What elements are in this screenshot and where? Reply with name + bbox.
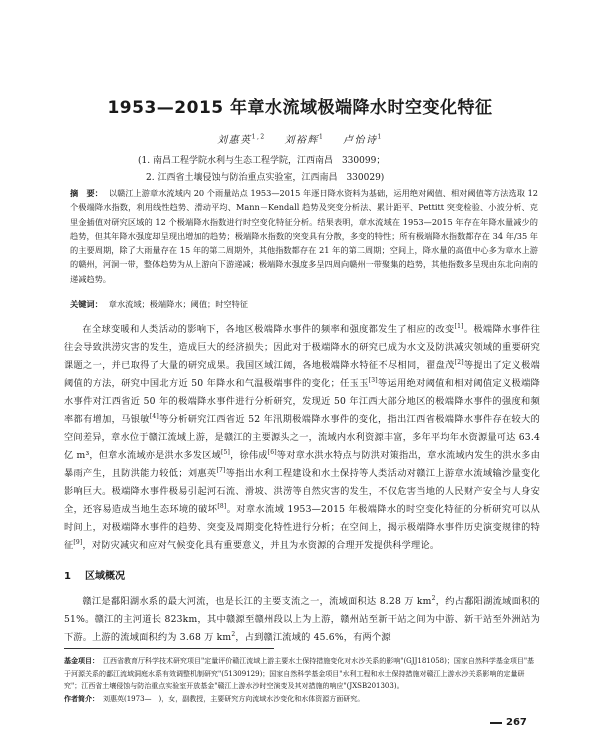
footnotes (64, 655, 540, 705)
citation: [7] (216, 466, 226, 474)
author-affil-mark: 1 (377, 133, 383, 141)
author-affil-mark: 1 (318, 133, 325, 141)
citation: [3] (368, 376, 378, 384)
page-marker-arrow-icon (490, 722, 502, 729)
fund-footnote (64, 655, 540, 693)
section-title: 区域概况 (84, 571, 125, 582)
citation: [9] (73, 538, 83, 546)
section-number: 1 (64, 571, 71, 582)
intro-text: 等指出水利工程建设和水土保持等人类活动对赣江上游章水流域输沙量变化影响巨大。极端降水事件极易引起河石流、滑坡、洪涝等自然灾害的发生，不仅危害当地的人民财产安全与人身安全，还容易造成当地生态环境的破坏 (64, 468, 540, 515)
intro-text: ，对防灾减灾和应对气候变化具有重要意义，并且为水资源的合理开发提供科学理论。 (82, 540, 440, 551)
region-text: 赣江是鄱阳湖水系的最大河流，也是长江的主要支流之一，流域面积达 8.28 万 km (82, 596, 432, 607)
section-heading (64, 567, 139, 582)
affiliation-line: (1. 南昌工程学院水利与生态工程学院，江西南昌 330099； (138, 156, 386, 166)
citation: [4] (149, 412, 159, 420)
intro-text: ，徐伟成 (230, 450, 268, 461)
affiliations (138, 153, 518, 187)
intro-paragraph (64, 321, 540, 555)
intro-text: 等提出了定义极端阈值的方法，研究中国北方近 50 年降水和气温极端事件的变化；任玉玉 (64, 360, 540, 389)
region-paragraph (64, 593, 540, 647)
intro-text: 等运用绝对阈值和相对阈值定义极端降水事件对江西省近 50 年的极端降水事件进行分析研究，发现近 50 年江西大部分地区的极端降水事件的强度和频率都有增加，马银敏 (64, 378, 540, 425)
author-list (0, 131, 600, 146)
author-footnote (64, 693, 540, 706)
unit-exponent: 2 (231, 630, 236, 638)
author-affil-mark: 1,2 (251, 133, 266, 141)
citation: [1] (454, 322, 464, 330)
affiliation-line: 2. 江西省土壤侵蚀与防治重点实验室，江西南昌 330029) (146, 173, 385, 183)
fund-text: 江西省教育厅科学技术研究项目"定量评价赣江流域上游主要水土保持措施变化对水沙关系的影响"(GJJ181058)；国家自然科学基金项目"基于河源关系的鄱江流域洞庭水系有效调整机制研究"(51309129)；国家自然科学基金项目"水利工程和水土保持措施对赣江上游水沙关系影响的定量研究"；江西省土壤侵蚀与防治重点实验室开放基金"赣江上游水沙时空演变及其对措施的响应"(JXSB201303)。 (64, 657, 535, 691)
intro-text: 等分析研究江西省近 52 年汛期极端降水事件的变化，指出江西省极端降水事件存在较大的空间差异，章水位于赣江流域上游，是赣江的主要源头之一，流域内水利资源丰富，多年平均年水资源量可达 63.4 亿 m³，但章水流域亦是洪水多发区域 (64, 414, 540, 461)
intro-text: 。极端降水事件往往会导致洪涝灾害的发生，造成巨大的经济损失；因此对于极端降水的研究已成为水文及防洪减灾领域的重要研究课题之一，并已取得了大量的研究成果。我国区域江阔，各地极端降水特征不尽相同，翟盘茂 (64, 324, 540, 371)
paper-title: 1953—2015 年章水流域极端降水时空变化特征 (107, 98, 493, 118)
region-text: ，占到赣江流域的 45.6%，有两个源 (235, 632, 391, 643)
intro-text: 。对章水流域 1953—2015 年极端降水的时空变化特征的分析研究可以从时间上，对极端降水事件的趋势、突变及周期变化特性进行分析；在空间上，揭示极端降水事件历史演变规律的特征 (64, 504, 540, 551)
author-name: 卢怡诗 (342, 135, 378, 146)
region-text: ，约占鄱阳湖流域面积的 51%。赣江的主河道长 823km，其中赣源至赣州段以上为上游，赣州站至新干站之间为中游、新干站至外洲站为下游。上游的流域面积约为 3.68 万 km (64, 596, 540, 643)
citation: [5] (220, 448, 231, 456)
author-bio-label: 作者简介： (64, 694, 99, 703)
footnote-divider (64, 648, 274, 649)
citation: [6] (267, 448, 277, 456)
abstract (70, 186, 538, 286)
keywords (70, 299, 538, 310)
fund-label: 基金项目： (64, 657, 99, 665)
citation: [2] (454, 358, 464, 366)
page-number: 267 (506, 717, 527, 728)
author-bio-text: 刘惠英(1973— )，女，副教授，主要研究方向流域水沙变化和水体资源方面研究。 (103, 694, 365, 703)
abstract-label: 摘 要： (70, 188, 103, 198)
unit-exponent: 2 (431, 594, 436, 602)
citation: [8] (217, 502, 227, 510)
keywords-text: 章水流域；极端降水；阈值；时空特征 (108, 299, 248, 309)
author-name: 刘裕辉 (284, 135, 319, 146)
intro-text: 在全球变暖和人类活动的影响下，各地区极端降水事件的频率和强度都发生了相应的改变 (82, 324, 455, 335)
intro-text: 等对章水洪水特点与防洪对策指出，章水流域内发生的洪水多由暴雨产生，且防洪能力较低；刘惠英 (64, 450, 540, 479)
author-name: 刘惠英 (217, 135, 252, 146)
keywords-label: 关键词： (70, 299, 103, 309)
abstract-text: 以赣江上游章水流域内 20 个雨量站点 1953—2015 年逐日降水资料为基础，运用绝对阈值、相对阈值等方法选取 12 个极端降水指数，利用线性趋势、滑动平均、Mann－Kendall 趋势及突变分析法、累计距平、Pettitt 突变检验、小波分析、克里金插值对研究区域的 12 个极端降水指数进行时空变化特征分析。结果表明，章水流域在 1953—2015 年存在年降水量减少的趋势，但其年降水强度却呈现出增加的趋势；极端降水指数的突变具有分散，多变的特性；所有极端降水指数都存在 34 年/35 年的主要周期，除了大雨量存在 15 年的第二周期外，其他指数都存在 21 年的第二周期；空间上，降水量的高值中心多为章水上游的赣州，河洞一带，整体趋势为从上游向下游递减；极端降水强度多呈四周向赣州一带聚集的趋势，其他指数多呈现由东北向南的递减趋势。 (70, 188, 538, 284)
